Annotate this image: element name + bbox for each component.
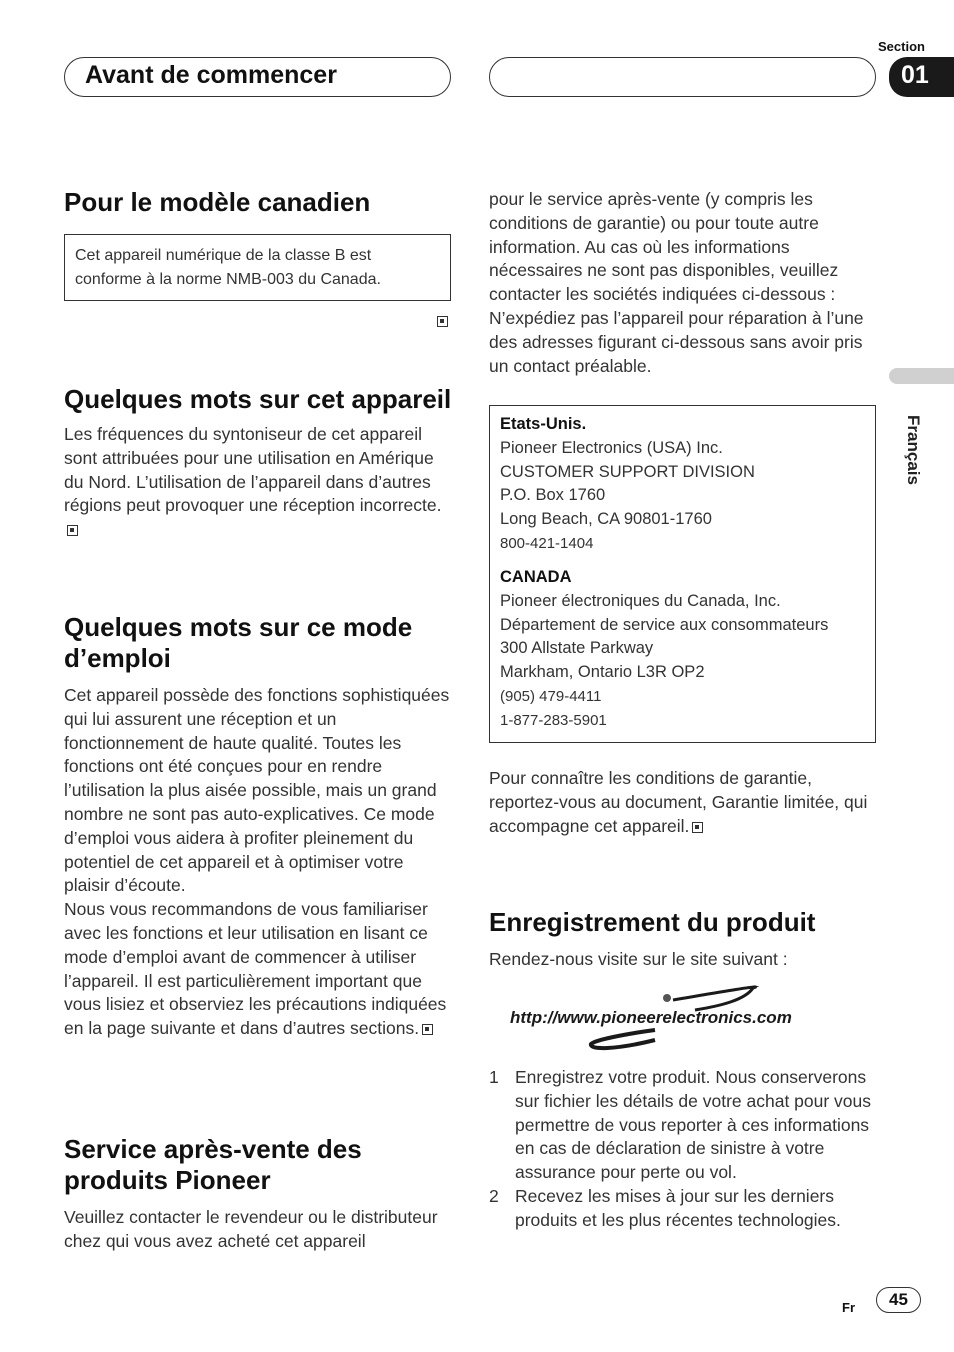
- warranty-text: Pour connaître les conditions de garantie, reportez-vous au document, Garantie limitée, qui accompagne cet appareil.: [489, 768, 868, 836]
- about-manual-p2: Nous vous recommandons de vous familiariser avec les fonctions et leur utilisation en lisant ce mode d’emploi avant de commencer à utiliser l’appareil. Il est particulièrement important que vous lisiez et observiez les précautions indiquées en la page suivante et dans d’autres sections.: [64, 899, 447, 1039]
- service-body-part2: pour le service après-vente (y compris les conditions de garantie) ou pour toute autre information. Au cas où les informations nécessaires ne sont pas disponibles, veuillez contacter les sociétés indiquées ci-dessous : N’expédiez pas l’appareil pour réparation à l’une des adresses figurant ci-dessous sans avoir pris un contact préalable.: [489, 189, 864, 376]
- canada-notice-text: Cet appareil numérique de la classe B est conforme à la norme NMB-003 du Canada.: [75, 247, 381, 288]
- heading-about-manual: Quelques mots sur ce mode d’emploi: [64, 612, 413, 673]
- chapter-title-pill: [64, 57, 451, 97]
- canada-line: Markham, Ontario L3R OP2: [500, 663, 705, 682]
- language-tab-label: Français: [904, 415, 923, 485]
- heading-service: Service après-vente des produits Pioneer: [64, 1134, 362, 1195]
- header-empty-pill: [489, 57, 876, 97]
- canada-phone: 1-877-283-5901: [500, 711, 607, 729]
- end-mark-icon: [437, 316, 448, 327]
- page-number: 45: [876, 1287, 921, 1313]
- heading-registration: Enregistrement du produit: [489, 907, 816, 937]
- canada-line: 300 Allstate Parkway: [500, 639, 654, 658]
- about-unit-body: [64, 423, 451, 542]
- canada-address: [500, 566, 870, 733]
- end-mark-icon: [422, 1024, 433, 1035]
- about-manual-p1: Cet appareil possède des fonctions sophistiquées qui lui assurent une réception et un fonctionnement de haute qualité. Toutes les fonctions ont été conçues pour en rendre l’utilisation la plus aisée possible, mais un grand nombre ne sont pas auto-explicatives. Ce mode d’emploi vous aidera à profiter pleinement du potentiel de cet appareil et à optimiser votre plaisir d’écoute.: [64, 685, 450, 896]
- usa-line: Long Beach, CA 90801-1760: [500, 510, 712, 529]
- section-number: 01: [889, 57, 954, 97]
- footer-lang-code: Fr: [842, 1300, 855, 1315]
- usa-line: CUSTOMER SUPPORT DIVISION: [500, 462, 755, 481]
- language-tab-bar: [889, 368, 954, 384]
- end-mark-icon: [67, 525, 78, 536]
- canada-line: Pioneer électroniques du Canada, Inc.: [500, 591, 781, 610]
- chapter-title: Avant de commencer: [85, 61, 337, 89]
- registration-steps: [489, 1066, 877, 1233]
- usa-phone: 800-421-1404: [500, 534, 594, 552]
- step-item: [489, 1066, 877, 1185]
- canada-notice-box: [64, 234, 451, 301]
- usa-line: P.O. Box 1760: [500, 486, 606, 505]
- registration-intro: Rendez-nous visite sur le site suivant :: [489, 949, 788, 969]
- canada-line: Département de service aux consommateurs: [500, 615, 829, 634]
- canada-phone: (905) 479-4411: [500, 687, 602, 705]
- about-manual-body: [64, 684, 451, 1041]
- step-number: 2: [489, 1185, 499, 1206]
- canada-heading: CANADA: [500, 568, 572, 586]
- heading-about-unit: Quelques mots sur cet appareil: [64, 384, 452, 414]
- step-text: Enregistrez votre produit. Nous conserverons sur fichier les détails de votre achat pour vous permettre de vous reporter à ces informations en cas de déclaration de sinistre à votre assurance pour perte ou vol.: [515, 1067, 872, 1183]
- warranty-body: [489, 767, 876, 838]
- step-number: 1: [489, 1067, 499, 1087]
- end-mark-icon: [692, 822, 703, 833]
- step-item: [489, 1185, 877, 1233]
- about-unit-text: Les fréquences du syntoniseur de cet appareil sont attribuées pour une utilisation en Amérique du Nord. L’utilisation de l’appareil dans d’autres régions peut provoquer une réception incorrecte.: [64, 424, 442, 516]
- heading-canadian-model: Pour le modèle canadien: [64, 187, 371, 217]
- section-label: Section: [878, 39, 925, 54]
- service-body-part1: Veuillez contacter le revendeur ou le distributeur chez qui vous avez acheté cet appareil: [64, 1207, 438, 1251]
- step-text: Recevez les mises à jour sur les derniers produits et les plus récentes technologies.: [515, 1185, 841, 1230]
- usa-address: [500, 413, 870, 556]
- registration-url-link[interactable]: http://www.pioneerelectronics.com: [510, 1008, 792, 1027]
- usa-line: Pioneer Electronics (USA) Inc.: [500, 438, 723, 457]
- usa-heading: Etats-Unis.: [500, 415, 587, 433]
